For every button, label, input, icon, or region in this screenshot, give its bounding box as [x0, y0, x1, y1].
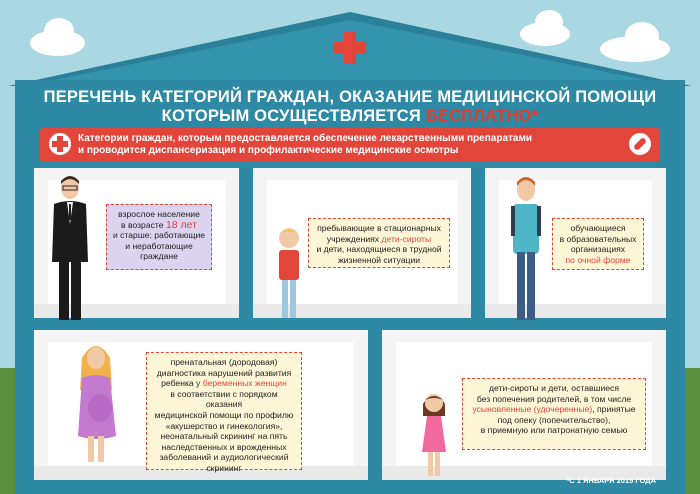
page-title-line2: КОТОРЫМ ОСУЩЕСТВЛЯЕТСЯ БЕСПЛАТНО* [161, 107, 539, 125]
medical-cross-badge [46, 130, 74, 158]
medical-cross-icon [49, 133, 71, 155]
boy-figure [274, 226, 304, 322]
footnote: *С 1 ЯНВАРЯ 2015 ГОДА [566, 476, 656, 485]
note-adults: взрослое население в возрасте 18 лет и старше: работающие и неработающие граждане [106, 204, 212, 270]
note-orphans: пребывающие в стационарных учреждениях дети-сироты и дети, находящиеся в трудной жизненной ситуации [308, 218, 450, 268]
pregnant-woman-figure [74, 338, 118, 466]
man-in-suit-figure [48, 174, 92, 324]
pill-badge [626, 130, 654, 158]
note-adopted: дети-сироты и дети, оставшиеся без попечения родителей, в том числе усыновленные (удочеренные), принятые под опеку (попечительство), в приемную или патронатную семью [462, 378, 646, 450]
note-pregnant: пренатальная (дородовая) диагностика нарушений развития ребенка у беременных женщин в соответствии с порядком оказания медицинской помощи по профилю «акушерство и гинекология», неонатальный скрининг на пять наследственных и врожденных заболеваний и аудиологический скрининг [146, 352, 302, 470]
pill-icon [629, 133, 651, 155]
page-title-line1: ПЕРЕЧЕНЬ КАТЕГОРИЙ ГРАЖДАН, ОКАЗАНИЕ МЕДИЦИНСКОЙ ПОМОЩИ [43, 88, 657, 106]
note-students: обучающиеся в образовательных организациях по очной форме [552, 218, 644, 270]
student-figure [508, 176, 544, 324]
girl-figure [420, 390, 448, 480]
ribbon-text: Категории граждан, которым предоставляется обеспечение лекарственными препаратами и проводится диспансеризация и профилактические медицинские осмотры [78, 133, 533, 156]
